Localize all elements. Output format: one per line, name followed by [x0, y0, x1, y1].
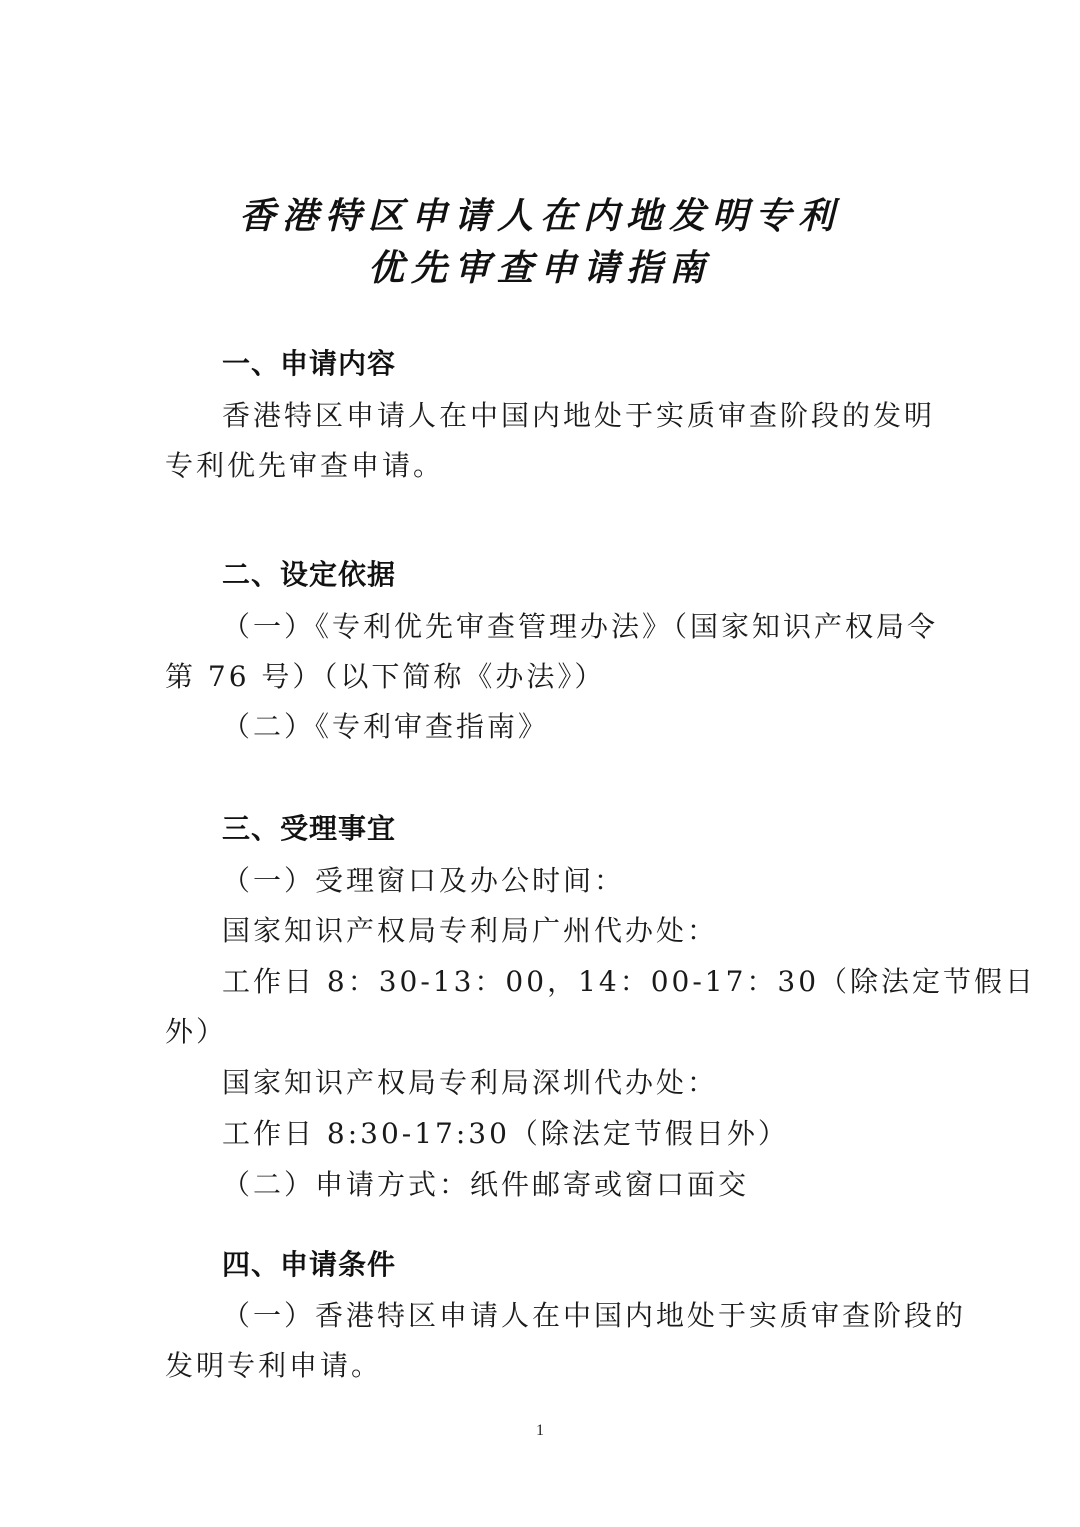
section-2-item-1-line-1: （一）《专利优先审查管理办法》（国家知识产权局令: [222, 610, 939, 643]
section-3-heading: 三、受理事宜: [222, 812, 397, 845]
section-1-paragraph-line-1: 香港特区申请人在中国内地处于实质审查阶段的发明: [222, 399, 936, 432]
section-3-item-1: （一）受理窗口及办公时间：: [222, 864, 626, 897]
shenzhen-hours: 工作日 8:30-17:30（除法定节假日外）: [222, 1117, 789, 1150]
section-2-heading: 二、设定依据: [222, 558, 397, 591]
document-title-line-1: 香港特区申请人在内地发明专利: [238, 195, 841, 237]
section-1-paragraph-line-2: 专利优先审查申请。: [165, 449, 445, 482]
guangzhou-hours-line-2: 外）: [165, 1015, 228, 1048]
page-number: 1: [536, 1422, 544, 1439]
section-4-heading: 四、申请条件: [222, 1248, 397, 1281]
section-1-heading: 一、申请内容: [222, 347, 397, 380]
guangzhou-hours-line-1: 工作日 8：30-13：00，14：00-17：30（除法定节假日: [222, 965, 1037, 998]
guangzhou-office-label: 国家知识产权局专利局广州代办处：: [222, 914, 719, 947]
section-4-item-1-line-1: （一）香港特区申请人在中国内地处于实质审查阶段的: [222, 1299, 967, 1332]
shenzhen-office-label: 国家知识产权局专利局深圳代办处：: [222, 1066, 719, 1099]
document-title-line-2: 优先审查申请指南: [367, 247, 712, 289]
section-3-item-2: （二）申请方式：纸件邮寄或窗口面交: [222, 1168, 750, 1201]
section-2-item-2: （二）《专利审查指南》: [222, 710, 550, 743]
section-4-item-1-line-2: 发明专利申请。: [165, 1349, 383, 1382]
section-2-item-1-line-2: 第 76 号）（以下简称《办法》）: [165, 660, 606, 693]
